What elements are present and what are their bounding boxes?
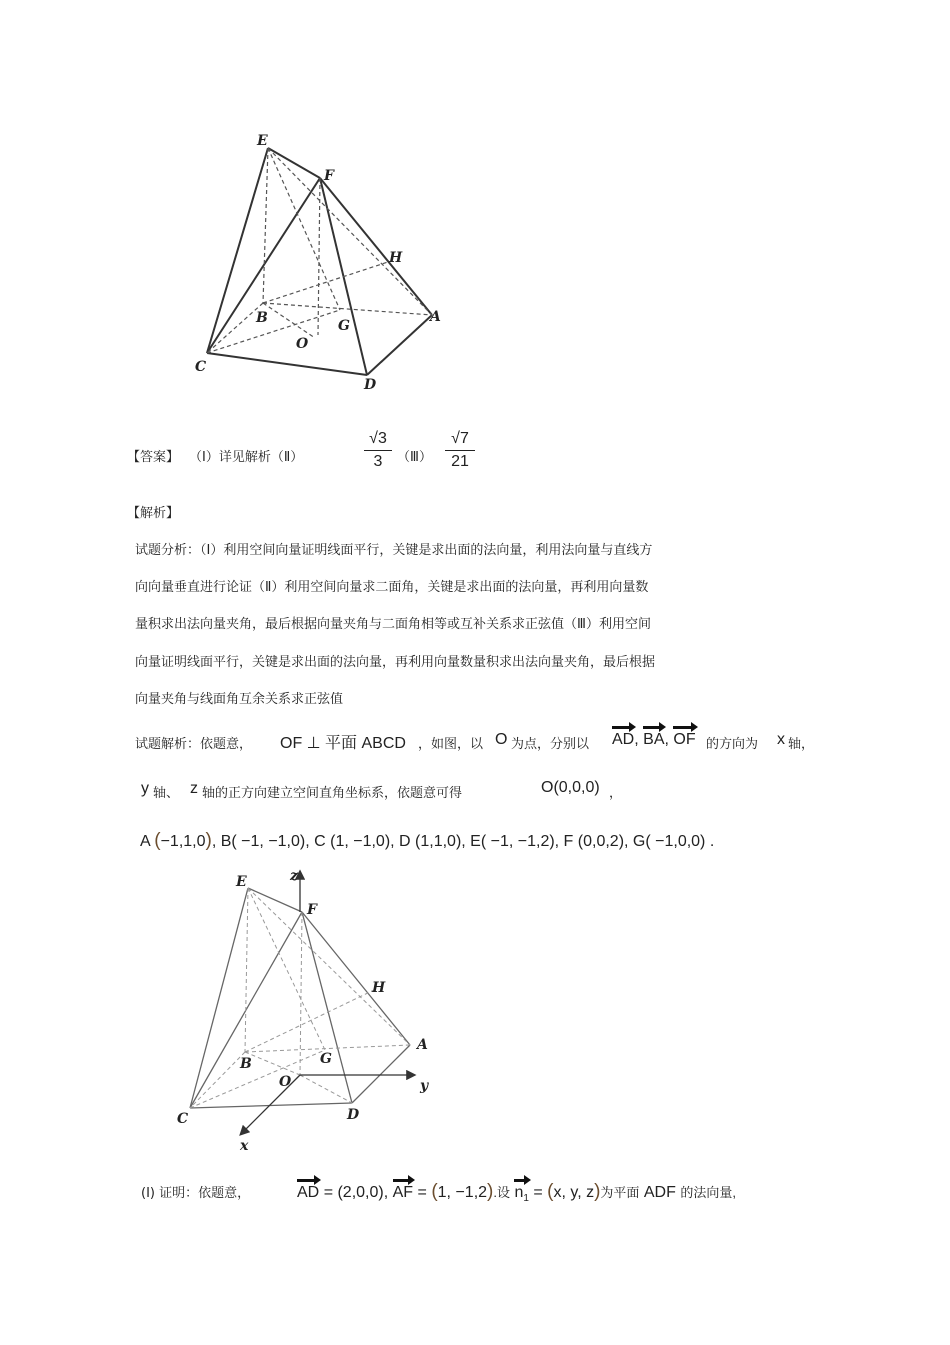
proof-let: .设 [493, 1185, 510, 1200]
fig1-label-F: F [324, 168, 334, 184]
analysis-heading: 【解析】 [127, 506, 180, 521]
point-A-coords: −1,1,0 [160, 833, 206, 850]
proof-intro: (Ⅰ) 证明：依题意， [141, 1186, 251, 1201]
proof-vectors-line [297, 1181, 736, 1204]
fig1-label-H: H [389, 250, 403, 266]
fig2-label-y: y [420, 1078, 429, 1094]
normal-close-paren: ) [594, 1181, 601, 1202]
fraction-2-denominator: 21 [451, 453, 469, 470]
answer-fraction-1 [364, 430, 392, 471]
fig1-label-O: O [296, 336, 309, 352]
fig1-label-C: C [195, 359, 207, 375]
analysis-line-5: 向量夹角与线面角互余关系求正弦值 [135, 692, 344, 707]
solution-text-1: ，如图，以 [418, 737, 484, 752]
solution-origin-O: O [495, 731, 508, 748]
fig2-label-A: A [417, 1037, 428, 1053]
normal-vector-n: n [514, 1184, 524, 1201]
fig1-label-B: B [256, 310, 268, 326]
vector-AD-value: = (2,0,0), [323, 1184, 389, 1201]
vector-BA: BA [643, 731, 665, 748]
fig1-label-E: E [257, 133, 268, 149]
fig2-label-E: E [236, 874, 247, 890]
fig1-label-A: A [430, 309, 441, 325]
vector-OF: OF [673, 731, 696, 748]
fig2-label-H: H [372, 980, 386, 996]
solution-y-axis: y [141, 780, 149, 797]
answer-fraction-2 [445, 430, 475, 471]
fraction-1-numerator: √3 [369, 430, 387, 447]
analysis-line-3: 量积求出法向量夹角，最后根据向量夹角与二面角相等或互补关系求正弦值（Ⅲ）利用空间 [135, 617, 651, 632]
vector-AF-equals: = [417, 1184, 427, 1201]
pyramid-figure-1 [180, 125, 460, 395]
solution-perpendicular-statement: OF ⊥ 平面 ABCD [280, 735, 406, 752]
plane-ADF: ADF [643, 1184, 676, 1201]
solution-z-axis: z [190, 780, 198, 797]
normal-vector-subscript: 1 [523, 1193, 529, 1205]
solution-text-4: 轴， [788, 737, 815, 752]
vector-sep-1: , [634, 731, 639, 748]
normal-vector-equals: = [533, 1184, 543, 1201]
vector-AD-proof: AD [297, 1184, 320, 1201]
fig1-label-D: D [364, 377, 377, 393]
answer-part3: （Ⅲ） [397, 450, 432, 465]
normal-coords: x, y, z [553, 1184, 595, 1201]
analysis-line-4: 向量证明线面平行，关键是求出面的法向量，再利用向量数量积求出法向量夹角，最后根据 [135, 655, 656, 670]
vector-AF-coords: 1, −1,2 [437, 1184, 488, 1201]
fig2-label-G: G [320, 1051, 332, 1067]
proof-text-normal: 的法向量, [680, 1185, 736, 1200]
analysis-line-2: 向向量垂直进行论证（Ⅱ）利用空间向量求二面角，关键是求出面的法向量，再利用向量数 [135, 580, 649, 595]
solution-text-2: 为点，分别以 [511, 737, 590, 752]
proof-text-plane: 为平面 [600, 1185, 640, 1200]
other-points-coords: , B( −1, −1,0), C (1, −1,0), D (1,1,0), E( −1, −1,2), F (0,0,2), G( −1,0,0) . [211, 833, 715, 850]
solution-intro: 试题解析：依题意， [135, 737, 253, 752]
solution-text-5: 轴、 [153, 786, 180, 801]
answer-label: 【答案】 [127, 450, 180, 465]
fraction-1-bar [364, 450, 392, 451]
fraction-2-numerator: √7 [451, 430, 469, 447]
solution-text-3: 的方向为 [706, 737, 759, 752]
vector-AD: AD [612, 731, 635, 748]
analysis-line-1: 试题分析：（Ⅰ）利用空间向量证明线面平行，关键是求出面的法向量，利用法向量与直线方 [135, 543, 653, 558]
fig2-label-D: D [347, 1107, 360, 1123]
fig1-label-G: G [338, 318, 350, 334]
fig2-label-C: C [177, 1111, 189, 1127]
vector-AF-close-paren: ) [487, 1181, 494, 1202]
fig2-label-F: F [307, 902, 317, 918]
solution-vectors [612, 731, 696, 749]
fig2-label-x: x [240, 1138, 249, 1154]
solution-text-7: ， [609, 786, 623, 801]
pyramid-figure-2-coordinate-system [170, 862, 440, 1157]
coordinates-line [140, 830, 714, 852]
solution-x-axis: x [777, 731, 785, 748]
point-A-label: A [140, 833, 150, 850]
fig2-label-O: O [279, 1074, 292, 1090]
vector-sep-2: , [664, 731, 669, 748]
solution-text-6: 轴的正方向建立空间直角坐标系，依题意可得 [202, 786, 463, 801]
vector-AF-open-paren: ( [431, 1181, 438, 1202]
vector-AF-proof: AF [392, 1184, 414, 1201]
normal-vector-n1 [514, 1184, 528, 1204]
fraction-1-denominator: 3 [373, 453, 383, 470]
solution-origin-coords: O(0,0,0) [541, 779, 600, 796]
fig2-label-z: z [290, 868, 298, 884]
answer-part1: （Ⅰ）详见解析（Ⅱ） [189, 450, 304, 465]
normal-open-paren: ( [547, 1181, 554, 1202]
fig2-label-B: B [240, 1056, 252, 1072]
fraction-2-bar [445, 450, 475, 451]
point-A-close-paren: ) [205, 830, 212, 851]
point-A-open-paren: ( [154, 830, 161, 851]
